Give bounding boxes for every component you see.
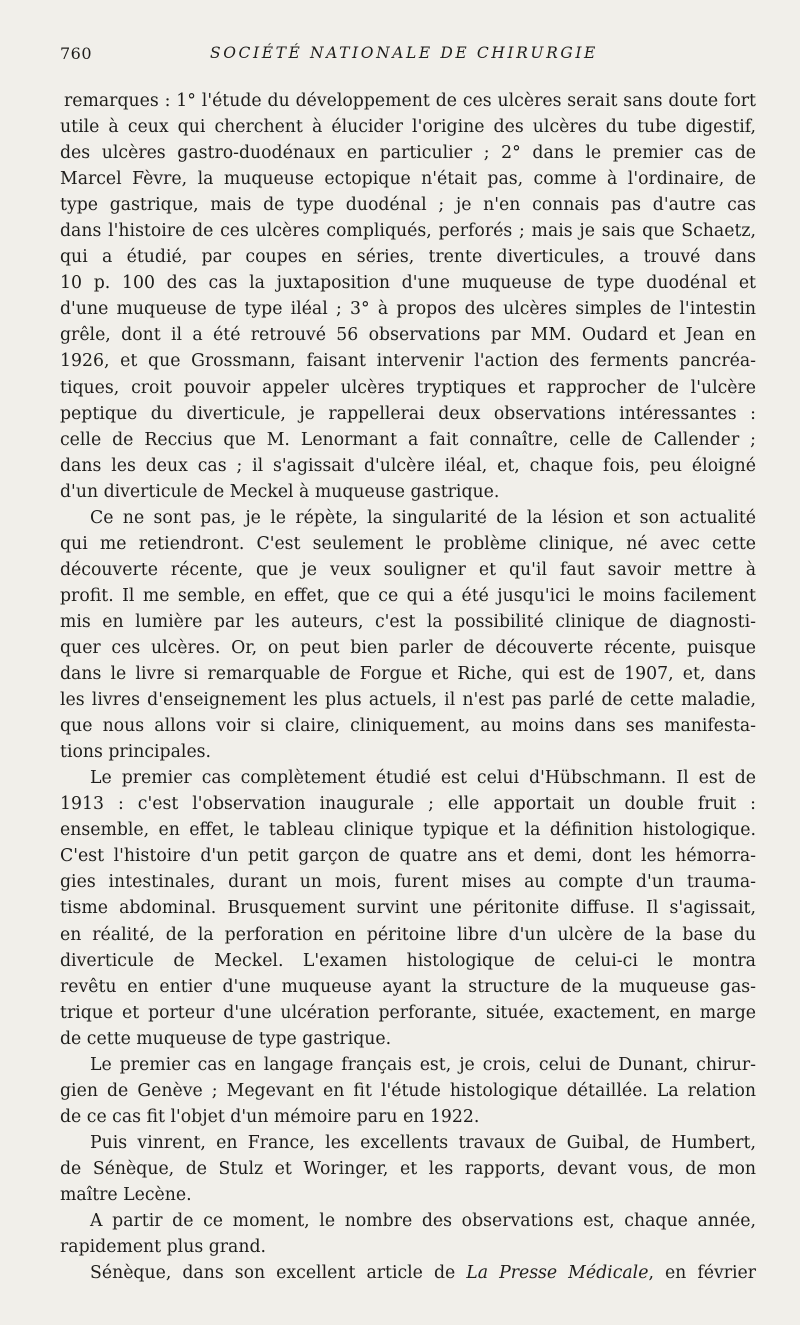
text-line: de Sénèque, de Stulz et Woringer, et les rapports, devant vous, de mon [60, 1158, 756, 1179]
text-line: qui me retiendront. C'est seulement le problème clinique, né avec cette [60, 533, 756, 554]
text-line: gies intestinales, durant un mois, furent mises au compte d'un trauma- [60, 872, 756, 893]
text-line: dans l'histoire de ces ulcères compliqués, perforés ; mais je sais que Schaetz, [60, 221, 756, 242]
text-line: tions principales. [60, 742, 212, 763]
body-text [60, 88, 756, 1286]
text-line: utile à ceux qui cherchent à élucider l'origine des ulcères du tube digestif, [60, 117, 756, 138]
text-line: des ulcères gastro-duodénaux en particulier ; 2° dans le premier cas de [60, 143, 756, 164]
text-line: grêle, dont il a été retrouvé 56 observations par MM. Oudard et Jean en [60, 325, 756, 346]
journal-title: La Presse Médicale [466, 1263, 649, 1284]
text-line: maître Lecène. [60, 1184, 192, 1205]
text-line: remarques : 1° l'étude du développement de ces ulcères serait sans doute fort [64, 91, 756, 111]
page-header [60, 44, 760, 68]
text-line: 10 p. 100 des cas la juxtaposition d'une muqueuse de type duodénal et [60, 273, 756, 294]
text-line: les livres d'enseignement les plus actuels, il n'est pas parlé de cette maladie, [60, 690, 756, 711]
text-line: tiques, croit pouvoir appeler ulcères tryptiques et rapprocher de l'ulcère [60, 377, 756, 398]
page-number: 760 [60, 44, 93, 63]
text-line: trique et porteur d'une ulcération perforante, située, exactement, en marge [60, 1002, 756, 1023]
final-line-after: , en février [648, 1263, 757, 1284]
text-line-final [60, 1260, 756, 1286]
text-line: quer ces ulcères. Or, on peut bien parler de découverte récente, puisque [60, 637, 756, 658]
text-line: tisme abdominal. Brusquement survint une péritonite diffuse. Il s'agissait, [60, 898, 756, 919]
text-line: Puis vinrent, en France, les excellents travaux de Guibal, de Humbert, [90, 1132, 756, 1153]
final-line-before: Sénèque, dans son excellent article de [90, 1263, 467, 1284]
text-line: mis en lumière par les auteurs, c'est la possibilité clinique de diagnosti- [60, 611, 756, 632]
running-head: SOCIÉTÉ NATIONALE DE CHIRURGIE [210, 44, 598, 62]
text-line: en réalité, de la perforation en péritoine libre d'un ulcère de la base du [60, 924, 756, 945]
text-line: dans le livre si remarquable de Forgue et Riche, qui est de 1907, et, dans [60, 664, 756, 685]
text-line: Marcel Fèvre, la muqueuse ectopique n'était pas, comme à l'ordinaire, de [60, 169, 756, 190]
text-line: qui a étudié, par coupes en séries, trente diverticules, a trouvé dans [60, 247, 756, 268]
text-line: C'est l'histoire d'un petit garçon de quatre ans et demi, dont les hémorra- [60, 846, 756, 867]
text-line: dans les deux cas ; il s'agissait d'ulcère iléal, et, chaque fois, peu éloigné [60, 455, 756, 476]
text-line: découverte récente, que je veux souligner et qu'il faut savoir mettre à [60, 559, 756, 580]
text-line: ensemble, en effet, le tableau clinique typique et la définition histologique. [60, 820, 756, 841]
text-line: d'une muqueuse de type iléal ; 3° à propos des ulcères simples de l'intestin [60, 299, 756, 320]
text-line: diverticule de Meckel. L'examen histologique de celui-ci le montra [60, 950, 756, 971]
text-line: 1926, et que Grossmann, faisant intervenir l'action des ferments pancréa- [60, 351, 756, 372]
text-line: Le premier cas en langage français est, je crois, celui de Dunant, chirur- [90, 1054, 756, 1075]
text-line: peptique du diverticule, je rappellerai deux observations intéressantes : [60, 403, 756, 424]
text-line: que nous allons voir si claire, cliniquement, au moins dans ses manifesta- [60, 716, 756, 737]
text-line: d'un diverticule de Meckel à muqueuse gastrique. [60, 481, 500, 502]
text-line: revêtu en entier d'une muqueuse ayant la structure de la muqueuse gas- [60, 976, 756, 997]
text-line: type gastrique, mais de type duodénal ; je n'en connais pas d'autre cas [60, 195, 756, 216]
text-line: Ce ne sont pas, je le répète, la singularité de la lésion et son actualité [90, 507, 756, 528]
text-line: celle de Reccius que M. Lenormant a fait connaître, celle de Callender ; [60, 429, 756, 450]
text-line: profit. Il me semble, en effet, que ce qui a été jusqu'ici le moins facilement [60, 585, 756, 606]
text-line: A partir de ce moment, le nombre des observations est, chaque année, [90, 1211, 756, 1232]
text-line: rapidement plus grand. [60, 1237, 267, 1258]
text-line: 1913 : c'est l'observation inaugurale ; elle apportait un double fruit : [60, 794, 756, 815]
text-line: de cette muqueuse de type gastrique. [60, 1028, 392, 1049]
text-line: gien de Genève ; Megevant en fit l'étude histologique détaillée. La relation [60, 1080, 756, 1101]
text-line: de ce cas fit l'objet d'un mémoire paru en 1922. [60, 1106, 480, 1127]
text-line: Le premier cas complètement étudié est celui d'Hübschmann. Il est de [90, 768, 756, 789]
